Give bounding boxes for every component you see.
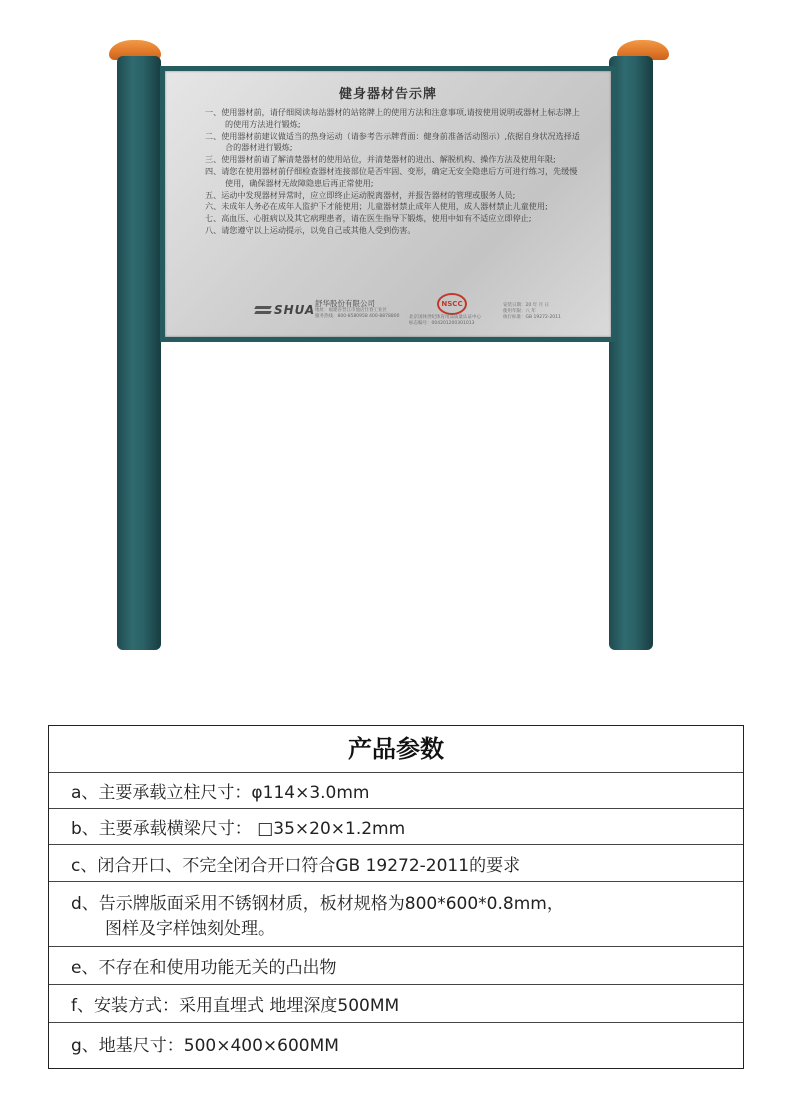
param-text: c、闭合开口、不完全闭合开口符合GB 19272-2011的要求 <box>71 855 521 876</box>
sign-title: 健身器材告示牌 <box>338 87 437 102</box>
install-info <box>503 303 561 321</box>
param-text: a、主要承载立柱尺寸：φ114×3.0mm <box>71 783 370 803</box>
param-text-continued: 图样及字样蚀刻处理。 <box>105 919 275 939</box>
param-text: e、不存在和使用功能无关的凸出物 <box>71 958 337 978</box>
certification-info <box>409 315 481 327</box>
brand-name: SHUA <box>274 303 316 317</box>
sign-rules <box>205 107 583 237</box>
brand-mark-icon <box>255 304 271 316</box>
sign-board <box>160 66 616 342</box>
param-row <box>49 845 743 882</box>
sign-rule: 三、使用器材前请了解清楚器材的使用站位，并清楚器材的进出、解脱机构、操作方法及使用年限; <box>205 154 556 165</box>
param-row <box>49 1023 743 1064</box>
company-info <box>315 300 399 320</box>
sign-rule: 一、使用器材前，请仔细阅读每站器材的站铭牌上的使用方法和注意事项,请按使用说明或器材上标志牌上的使用方法进行锻炼; <box>205 107 580 129</box>
certification-logo: NSCC <box>437 293 467 315</box>
sign-rule: 二、使用器材前建议做适当的热身运动（请参考告示牌背面：健身前准备活动图示）,依据自身状况选择适合的器材进行锻炼; <box>205 130 580 153</box>
sign-rule: 六、未成年人务必在成年人监护下才能使用；儿童器材禁止成年人使用，成人器材禁止儿童使用; <box>205 201 548 212</box>
certification-org: 北京国体世纪体育用品质量认证中心 <box>409 315 481 320</box>
sign-rule: 八、请您遵守以上运动提示，以免自己或其他人受到伤害。 <box>205 224 416 235</box>
param-text: g、地基尺寸：500×400×600MM <box>71 1036 339 1056</box>
company-address: 地址：福建省晋江市池店仕春工业区 <box>315 308 387 313</box>
sign-rule: 五、运动中发现器材异常时，应立即终止运动脱离器材，并报告器材的管理或服务人员; <box>205 189 516 200</box>
param-row <box>49 947 743 985</box>
sign-panel <box>165 71 611 337</box>
param-text: d、告示牌版面采用不锈钢材质，板材规格为800*600*0.8mm， <box>71 894 564 914</box>
param-text: f、安装方式：采用直埋式 地埋深度500MM <box>71 996 400 1016</box>
brand-logo <box>255 303 315 317</box>
param-row <box>49 882 743 947</box>
param-row <box>49 809 743 845</box>
params-title: 产品参数 <box>49 726 743 773</box>
certification-number: 标志编号：004201200301013 <box>409 321 475 326</box>
sign-rule: 七、高血压、心脏病以及其它病理患者，请在医生指导下锻炼，使用中如有不适应立即停止; <box>205 213 532 224</box>
install-date: 安装日期：20 年 月 日 <box>503 303 550 308</box>
sign-rule: 四、请您在使用器材前仔细检查器材连接部位是否牢固、变形，确定无安全隐患后方可进行练习，先缓慢使用，确保器材无故障隐患后再正常使用; <box>205 165 578 188</box>
param-text: b、主要承载横梁尺寸： □35×20×1.2mm <box>71 819 406 839</box>
param-row <box>49 985 743 1023</box>
standard: 执行标准：GB 19272-2011 <box>503 315 561 320</box>
company-phone: 服务热线：800-8580958 400-8878800 <box>315 314 400 319</box>
service-life: 使用年限：八 年 <box>503 309 536 314</box>
company-name: 舒华股份有限公司 <box>315 299 375 308</box>
param-row <box>49 773 743 809</box>
product-parameters-table <box>48 725 744 1069</box>
left-post <box>117 56 161 650</box>
